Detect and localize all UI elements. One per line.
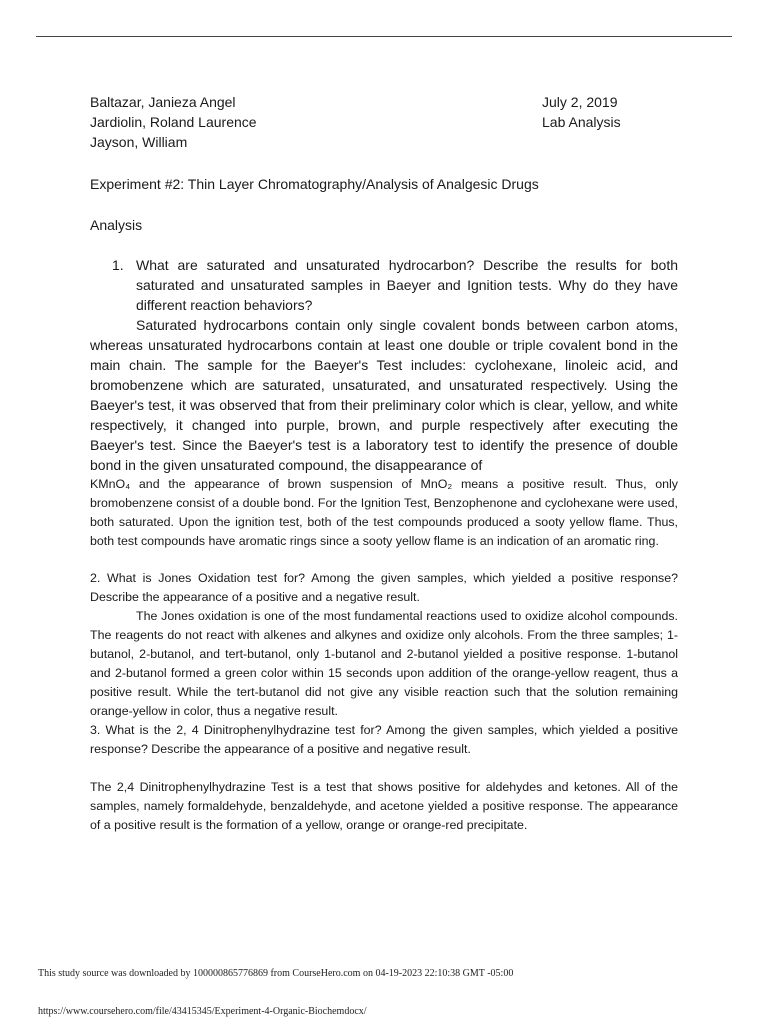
document-date: July 2, 2019 <box>542 94 618 110</box>
document-body <box>90 92 678 835</box>
question-1 <box>90 255 678 315</box>
spacer <box>90 551 678 569</box>
answer-1-part-2: KMnO₄ and the appearance of brown suspension of MnO₂ means a positive result. Thus, only bromobenzene consist of a double bond. For the Ignition Test, Benzophenone and cyclohexane were used, both saturated. Upon the ignition test, both of the test compounds produced a sooty yellow flame. Thus, both test compounds have aromatic rings since a sooty yellow flame is an indication of an aromatic ring. <box>90 477 678 548</box>
experiment-title: Experiment #2: Thin Layer Chromatography/Analysis of Analgesic Drugs <box>90 176 539 192</box>
document-header <box>90 92 678 152</box>
question-2-text: 2. What is Jones Oxidation test for? Among the given samples, which yielded a positive response? Describe the appearance of a positive and a negative result. <box>90 571 678 604</box>
header-rule <box>36 36 732 37</box>
document-type: Lab Analysis <box>542 114 621 130</box>
question-3-text: 3. What is the 2, 4 Dinitrophenylhydrazine test for? Among the given samples, which yielded a positive response? Describe the appearance of a positive and negative result. <box>90 723 678 756</box>
download-notice: This study source was downloaded by 100000865776869 from CourseHero.com on 04-19-2023 22:10:38 GMT -05:00 <box>38 968 514 979</box>
author-1: Baltazar, Janieza Angel <box>90 94 236 110</box>
author-2: Jardiolin, Roland Laurence <box>90 114 257 130</box>
answer-2: The Jones oxidation is one of the most fundamental reactions used to oxidize alcohol compounds. The reagents do not react with alkenes and alkynes and oxidize only alcohols. From the three samples; 1-butanol, 2-butanol, and tert-butanol, only 1-butanol and 2-butanol yielded a positive response. 1-butanol and 2-butanol formed a green color within 15 seconds upon addition of the orange-yellow reagent, thus a positive result. While the tert-butanol did not give any visible reaction such that the solution remaining orange-yellow in color, thus a negative result. <box>90 609 678 718</box>
answer-3: The 2,4 Dinitrophenylhydrazine Test is a test that shows positive for aldehydes and ketones. All of the samples, namely formaldehyde, benzaldehyde, and acetone yielded a positive response. The appearance of a positive result is the formation of a yellow, orange or orange-red precipitate. <box>90 780 678 832</box>
author-3: Jayson, William <box>90 134 188 150</box>
answer-1-part-1: Saturated hydrocarbons contain only single covalent bonds between carbon atoms, whereas unsaturated hydrocarbons contain at least one double or triple covalent bond in the main chain. The sample for the Baeyer's Test includes: cyclohexane, linoleic acid, and bromobenzene which are saturated, unsaturated, and unsaturated respectively. Using the Baeyer's test, it was observed that from their preliminary color which is clear, yellow, and white respectively, it changed into purple, brown, and purple respectively after executing the Baeyer's test. Since the Baeyer's test is a laboratory test to identify the presence of double bond in the given unsaturated compound, the disappearance of <box>90 317 678 473</box>
date-block <box>542 92 621 132</box>
spacer <box>90 759 678 778</box>
section-heading: Analysis <box>90 217 143 233</box>
question-1-number: 1. <box>112 257 124 273</box>
source-url[interactable]: https://www.coursehero.com/file/43415345/Experiment-4-Organic-Biochemdocx/ <box>38 1006 367 1017</box>
question-1-text: What are saturated and unsaturated hydrocarbon? Describe the results for both saturated and unsaturated samples in Baeyer and Ignition tests. Why do they have different reaction behaviors? <box>136 257 678 313</box>
author-list <box>90 92 470 152</box>
